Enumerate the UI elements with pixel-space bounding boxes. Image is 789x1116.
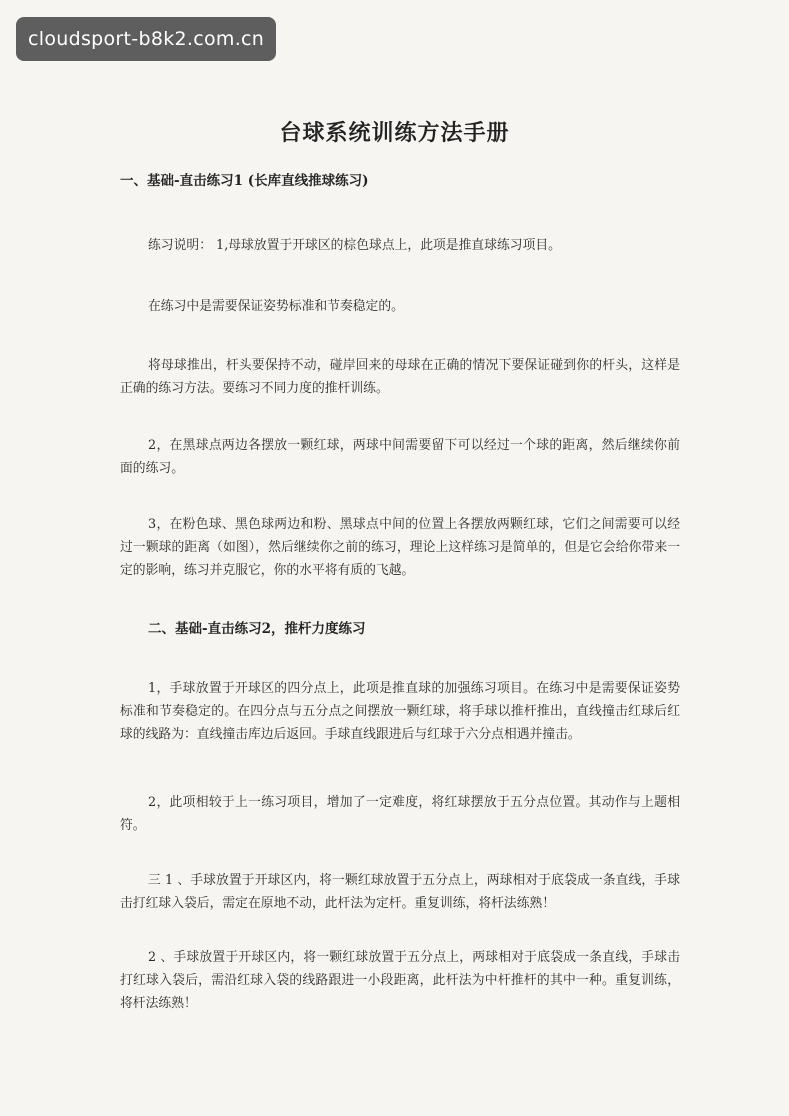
paragraph-quarter-point: 1，手球放置于开球区的四分点上，此项是推直球的加强练习项目。在练习中是需要保证姿势标准和节奏稳定的。在四分点与五分点之间摆放一颗红球，将手球以推杆推出，直线撞击红球后红球的线路为：直线撞击库边后返回。手球直线跟进后与红球于六分点相遇并撞击。 (120, 681, 680, 742)
document-title: 台球系统训练方法手册 (279, 120, 510, 146)
paragraph-practice-description: 练习说明： 1,母球放置于开球区的棕色球点上，此项是推直球练习项目。 (148, 238, 561, 253)
paragraph-pink-black-reds: 3，在粉色球、黑色球两边和粉、黑球点中间的位置上各摆放两颗红球，它们之间需要可以经过一颗球的距离（如图），然后继续你之前的练习，理论上这样练习是简单的，但是它会给你带来一定的影响，练习并克服它，你的水平将有质的飞越。 (120, 517, 680, 578)
paragraph-fifth-point: 2，此项相较于上一练习项目，增加了一定难度，将红球摆放于五分点位置。其动作与上题相符。 (120, 795, 680, 833)
section2-heading: 二、基础-直击练习2，推杆力度练习 (148, 621, 366, 637)
paragraph-stop-shot: 三 1 、手球放置于开球区内，将一颗红球放置于五分点上，两球相对于底袋成一条直线，手球击打红球入袋后，需定在原地不动，此杆法为定杆。重复训练，将杆法练熟！ (120, 873, 680, 911)
paragraph-push-method: 将母球推出，杆头要保持不动，碰岸回来的母球在正确的情况下要保证碰到你的杆头，这样是正确的练习方法。要练习不同力度的推杆训练。 (120, 358, 680, 396)
paragraph-follow-shot: 2 、手球放置于开球区内，将一颗红球放置于五分点上，两球相对于底袋成一条直线，手球击打红球入袋后，需沿红球入袋的线路跟进一小段距离，此杆法为中杆推杆的其中一种。重复训练，将杆法练熟！ (120, 950, 680, 1011)
paragraph-posture-rhythm: 在练习中是需要保证姿势标准和节奏稳定的。 (148, 299, 404, 314)
section1-heading: 一、基础-直击练习1 (长库直线推球练习) (120, 173, 369, 189)
watermark-badge: cloudsport-b8k2.com.cn (16, 17, 276, 61)
paragraph-black-spot-reds: 2，在黑球点两边各摆放一颗红球，两球中间需要留下可以经过一个球的距离，然后继续你前面的练习。 (120, 438, 680, 476)
